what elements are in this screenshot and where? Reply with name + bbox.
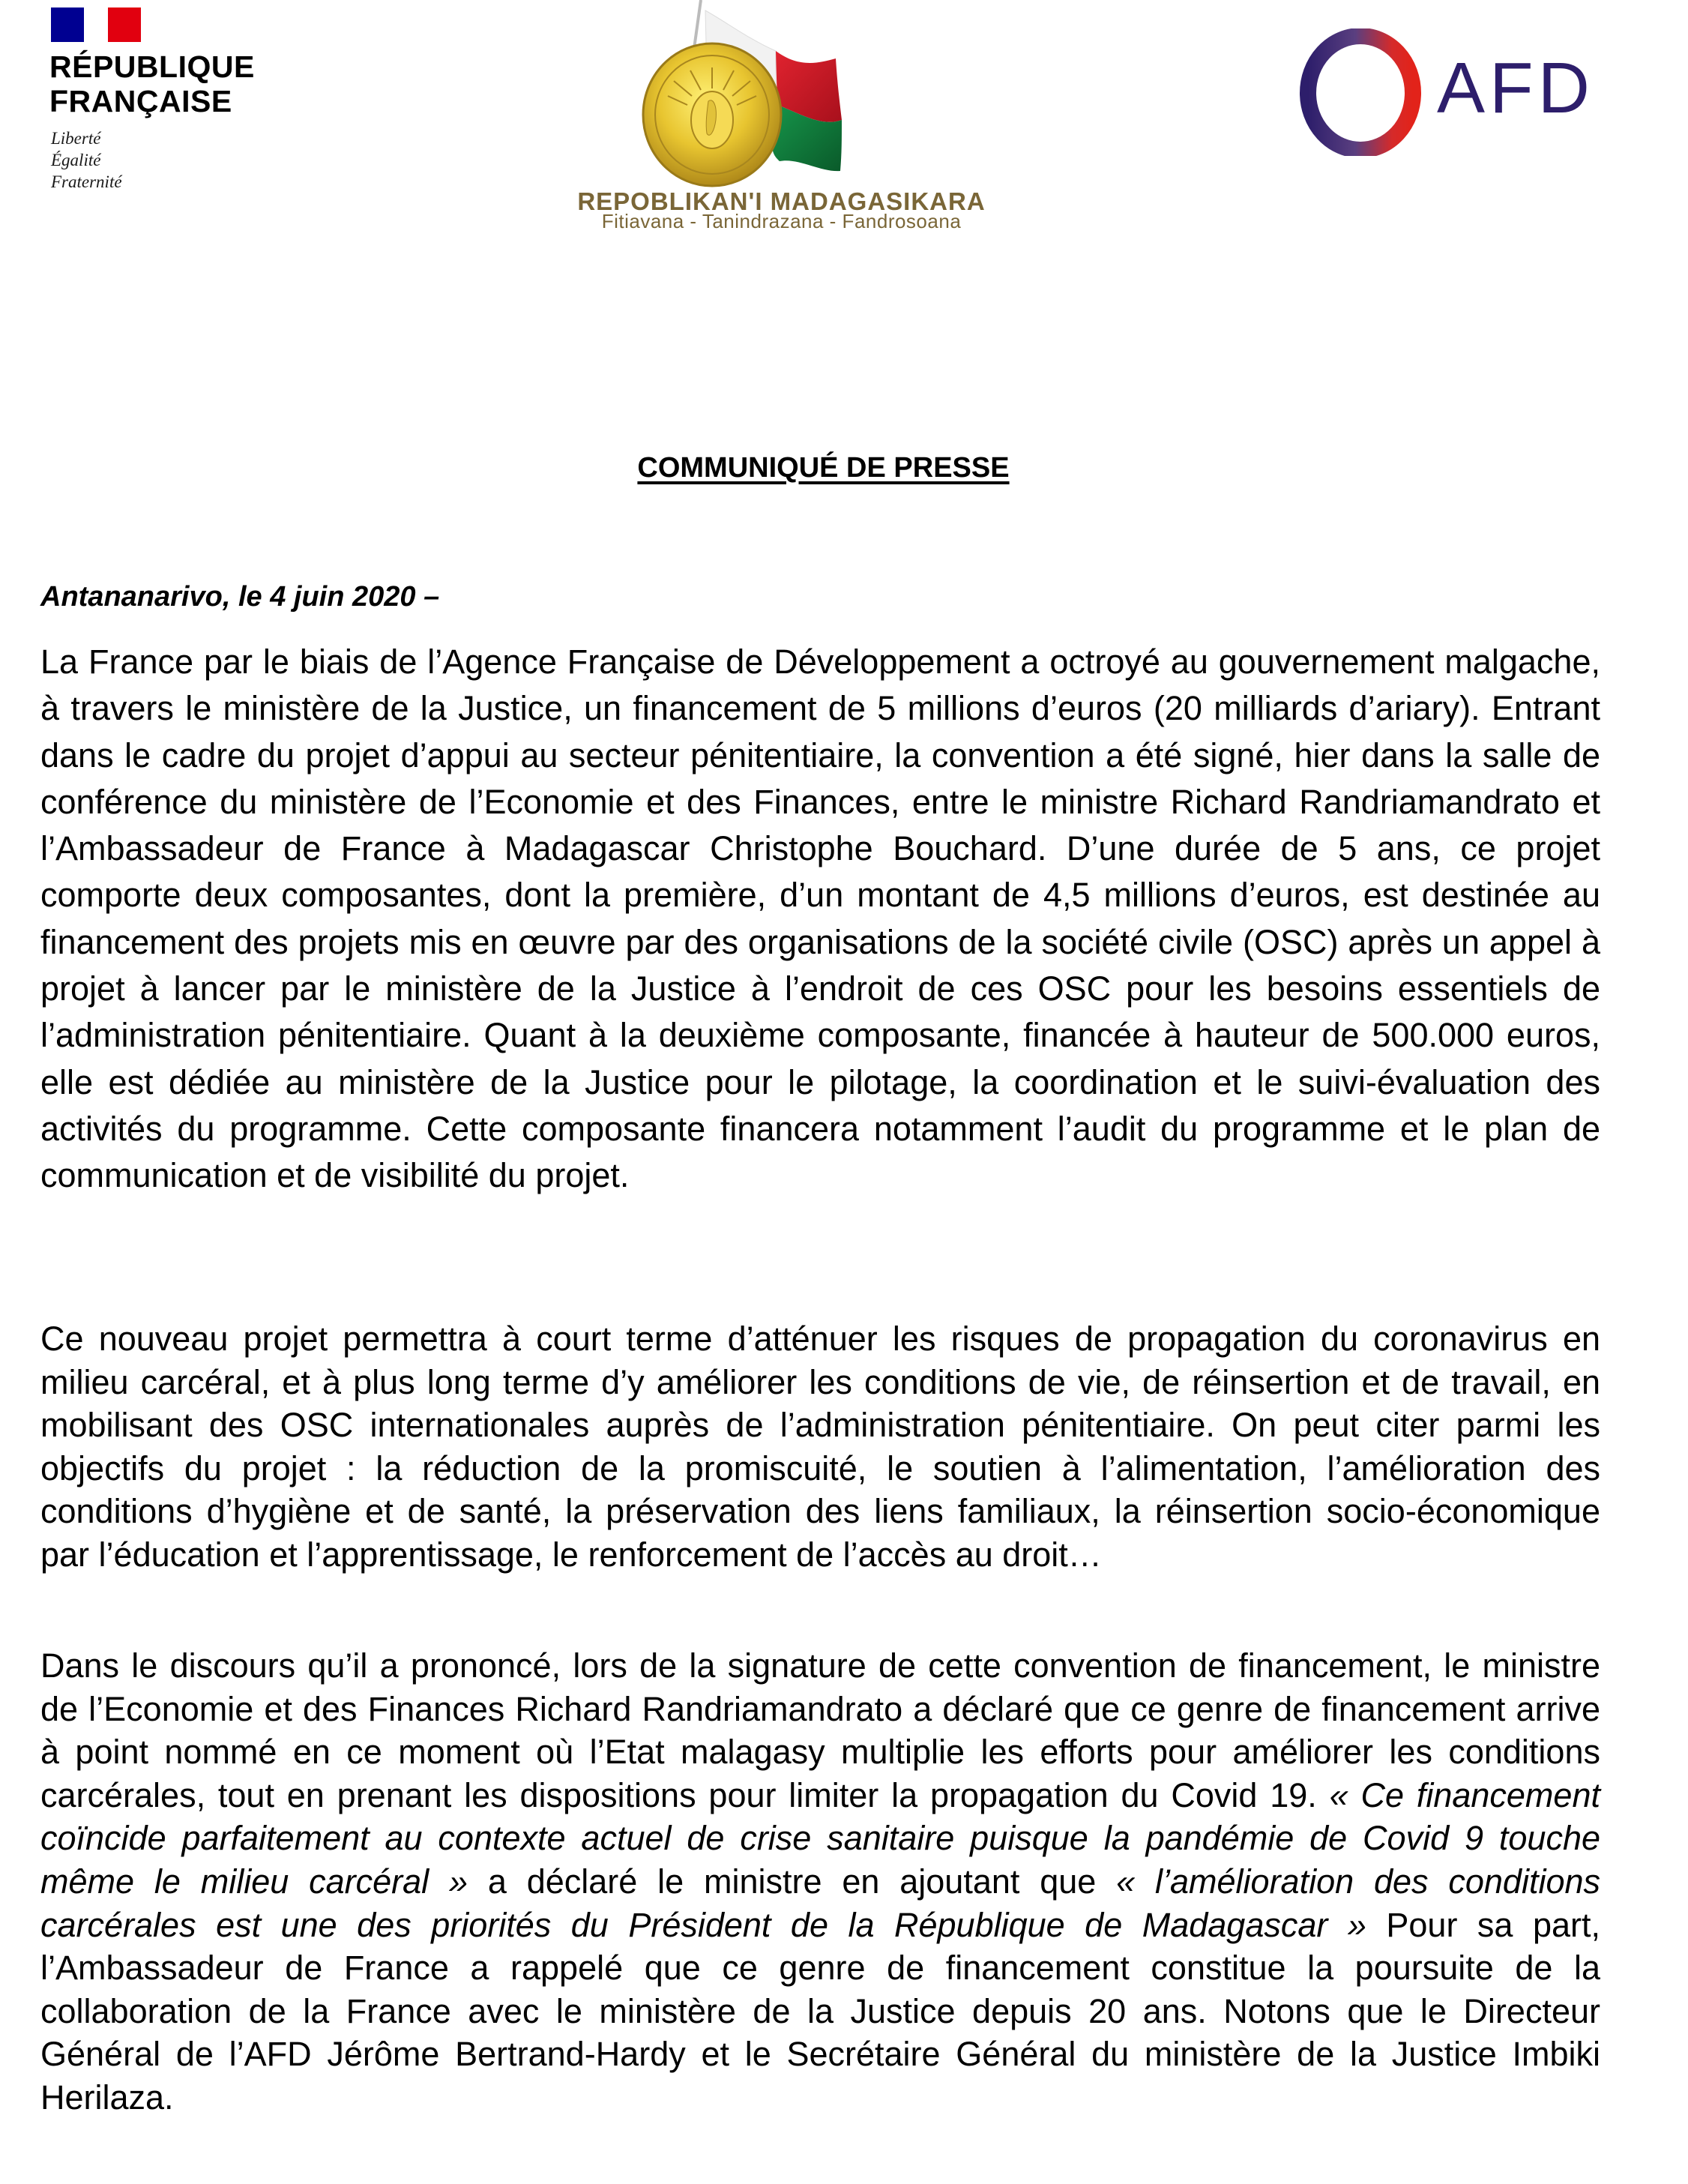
page-title: COMMUNIQUÉ DE PRESSE — [637, 452, 1010, 484]
republique-francaise-name — [49, 49, 255, 118]
motto-fraternite: Fraternité — [51, 172, 122, 191]
marianne-flag-icon — [51, 7, 141, 42]
paragraph-3 — [40, 1644, 1600, 2120]
afd-ring-icon — [1293, 28, 1435, 156]
republique-motto — [51, 127, 122, 193]
paragraph-text: La France par le biais de l’Agence Française de Développement a octroyé au gouvernement malgache, à travers le ministère de la Justice, un financement de 5 millions d’euros (20 milliards d’ariary). Entrant dans le cadre du projet d’appui au secteur pénitentiaire, la convention a été signé, hier dans la salle de conférence du ministère de l’Economie et des Finances, entre le ministre Richard Randriamandrato et l’Ambassadeur de France à Madagascar Christophe Bouchard. D’une durée de 5 ans, ce projet comporte deux composantes, dont la première, d’un montant de 4,5 millions d’euros, est destinée au financement des projets mis en œuvre par des organisations de la société civile (OSC) après un appel à projet à lancer par le ministère de la Justice à l’endroit de ces OSC pour les besoins essentiels de l’administration pénitentiaire. Quant à la deuxième composante, financée à hauteur de 500.000 euros, elle est dédiée au ministère de la Justice pour le pilotage, la coordination et le suivi-évaluation des activités du programme. Cette composante financera notamment l’audit du programme et le plan de communication et de visibilité du projet. — [40, 643, 1600, 1195]
madagascar-motto: Fitiavana - Tanindrazana - Fandrosoana — [601, 210, 962, 232]
paragraph-text: Pour sa part, l’Ambassadeur de France a rappelé que ce genre de financement constitue la poursuite de la collaboration de la France avec le ministère de la Justice depuis 20 ans. Notons que le Directeur Général de l’AFD Jérôme Bertrand-Hardy et le Secrétaire Général du ministère de la Justice Imbiki Herilaza. — [40, 1905, 1600, 2117]
motto-egalite: Égalité — [51, 151, 101, 169]
paragraph-text: Ce nouveau projet permettra à court terme d’atténuer les risques de propagation du coronavirus en milieu carcéral, et à plus long terme d’y améliorer les conditions de vie, de réinsertion et de travail, en mobilisant des OSC internationales auprès de l’administration pénitentiaire. On peut citer parmi les objectifs du projet : la réduction de la promiscuité, le soutien à l’alimentation, l’amélioration des conditions d’hygiène et de santé, la préservation des liens familiaux, la réinsertion socio-économique par l’éducation et l’apprentissage, le renforcement de l’accès au droit… — [40, 1320, 1600, 1574]
republique-francaise-logo — [49, 6, 274, 201]
madagascar-title: REPOBLIKAN'I MADAGASIKARA — [577, 187, 986, 215]
afd-wordmark: AFD — [1437, 48, 1594, 128]
paragraph-text: a déclaré le ministre en ajoutant que — [468, 1862, 1117, 1901]
name-line-1: RÉPUBLIQUE — [49, 49, 255, 84]
paragraph-1 — [40, 639, 1600, 1200]
paragraph-text: Dans le discours qu’il a prononcé, lors de la signature de cette convention de financement, le ministre de l’Economie et des Finances Richard Randriamandrato a déclaré que ce genre de financement arrive à point nommé en ce moment où l’Etat malagasy multiplie les efforts pour améliorer les conditions carcérales, tout en prenant les dispositions pour limiter la propagation du Covid 19. — [40, 1646, 1600, 1814]
quote-priorites: « l’amélioration des conditions carcérales est une des priorités du Président de la République de Madagascar » — [40, 1862, 1601, 1944]
madagascar-seal-flag-icon — [558, 0, 1004, 187]
dateline: Antananarivo, le 4 juin 2020 – — [40, 581, 440, 613]
afd-logo — [1293, 28, 1608, 156]
name-line-2: FRANÇAISE — [49, 84, 232, 118]
quote-ministre: « Ce financement coïncide parfaitement au contexte actuel de crise sanitaire puisque la pandémie de Covid 9 touche même le milieu carcéral » — [40, 1775, 1600, 1901]
madagascar-logo — [558, 0, 1004, 232]
motto-liberte: Liberté — [51, 129, 101, 148]
paragraph-2 — [40, 1317, 1600, 1577]
